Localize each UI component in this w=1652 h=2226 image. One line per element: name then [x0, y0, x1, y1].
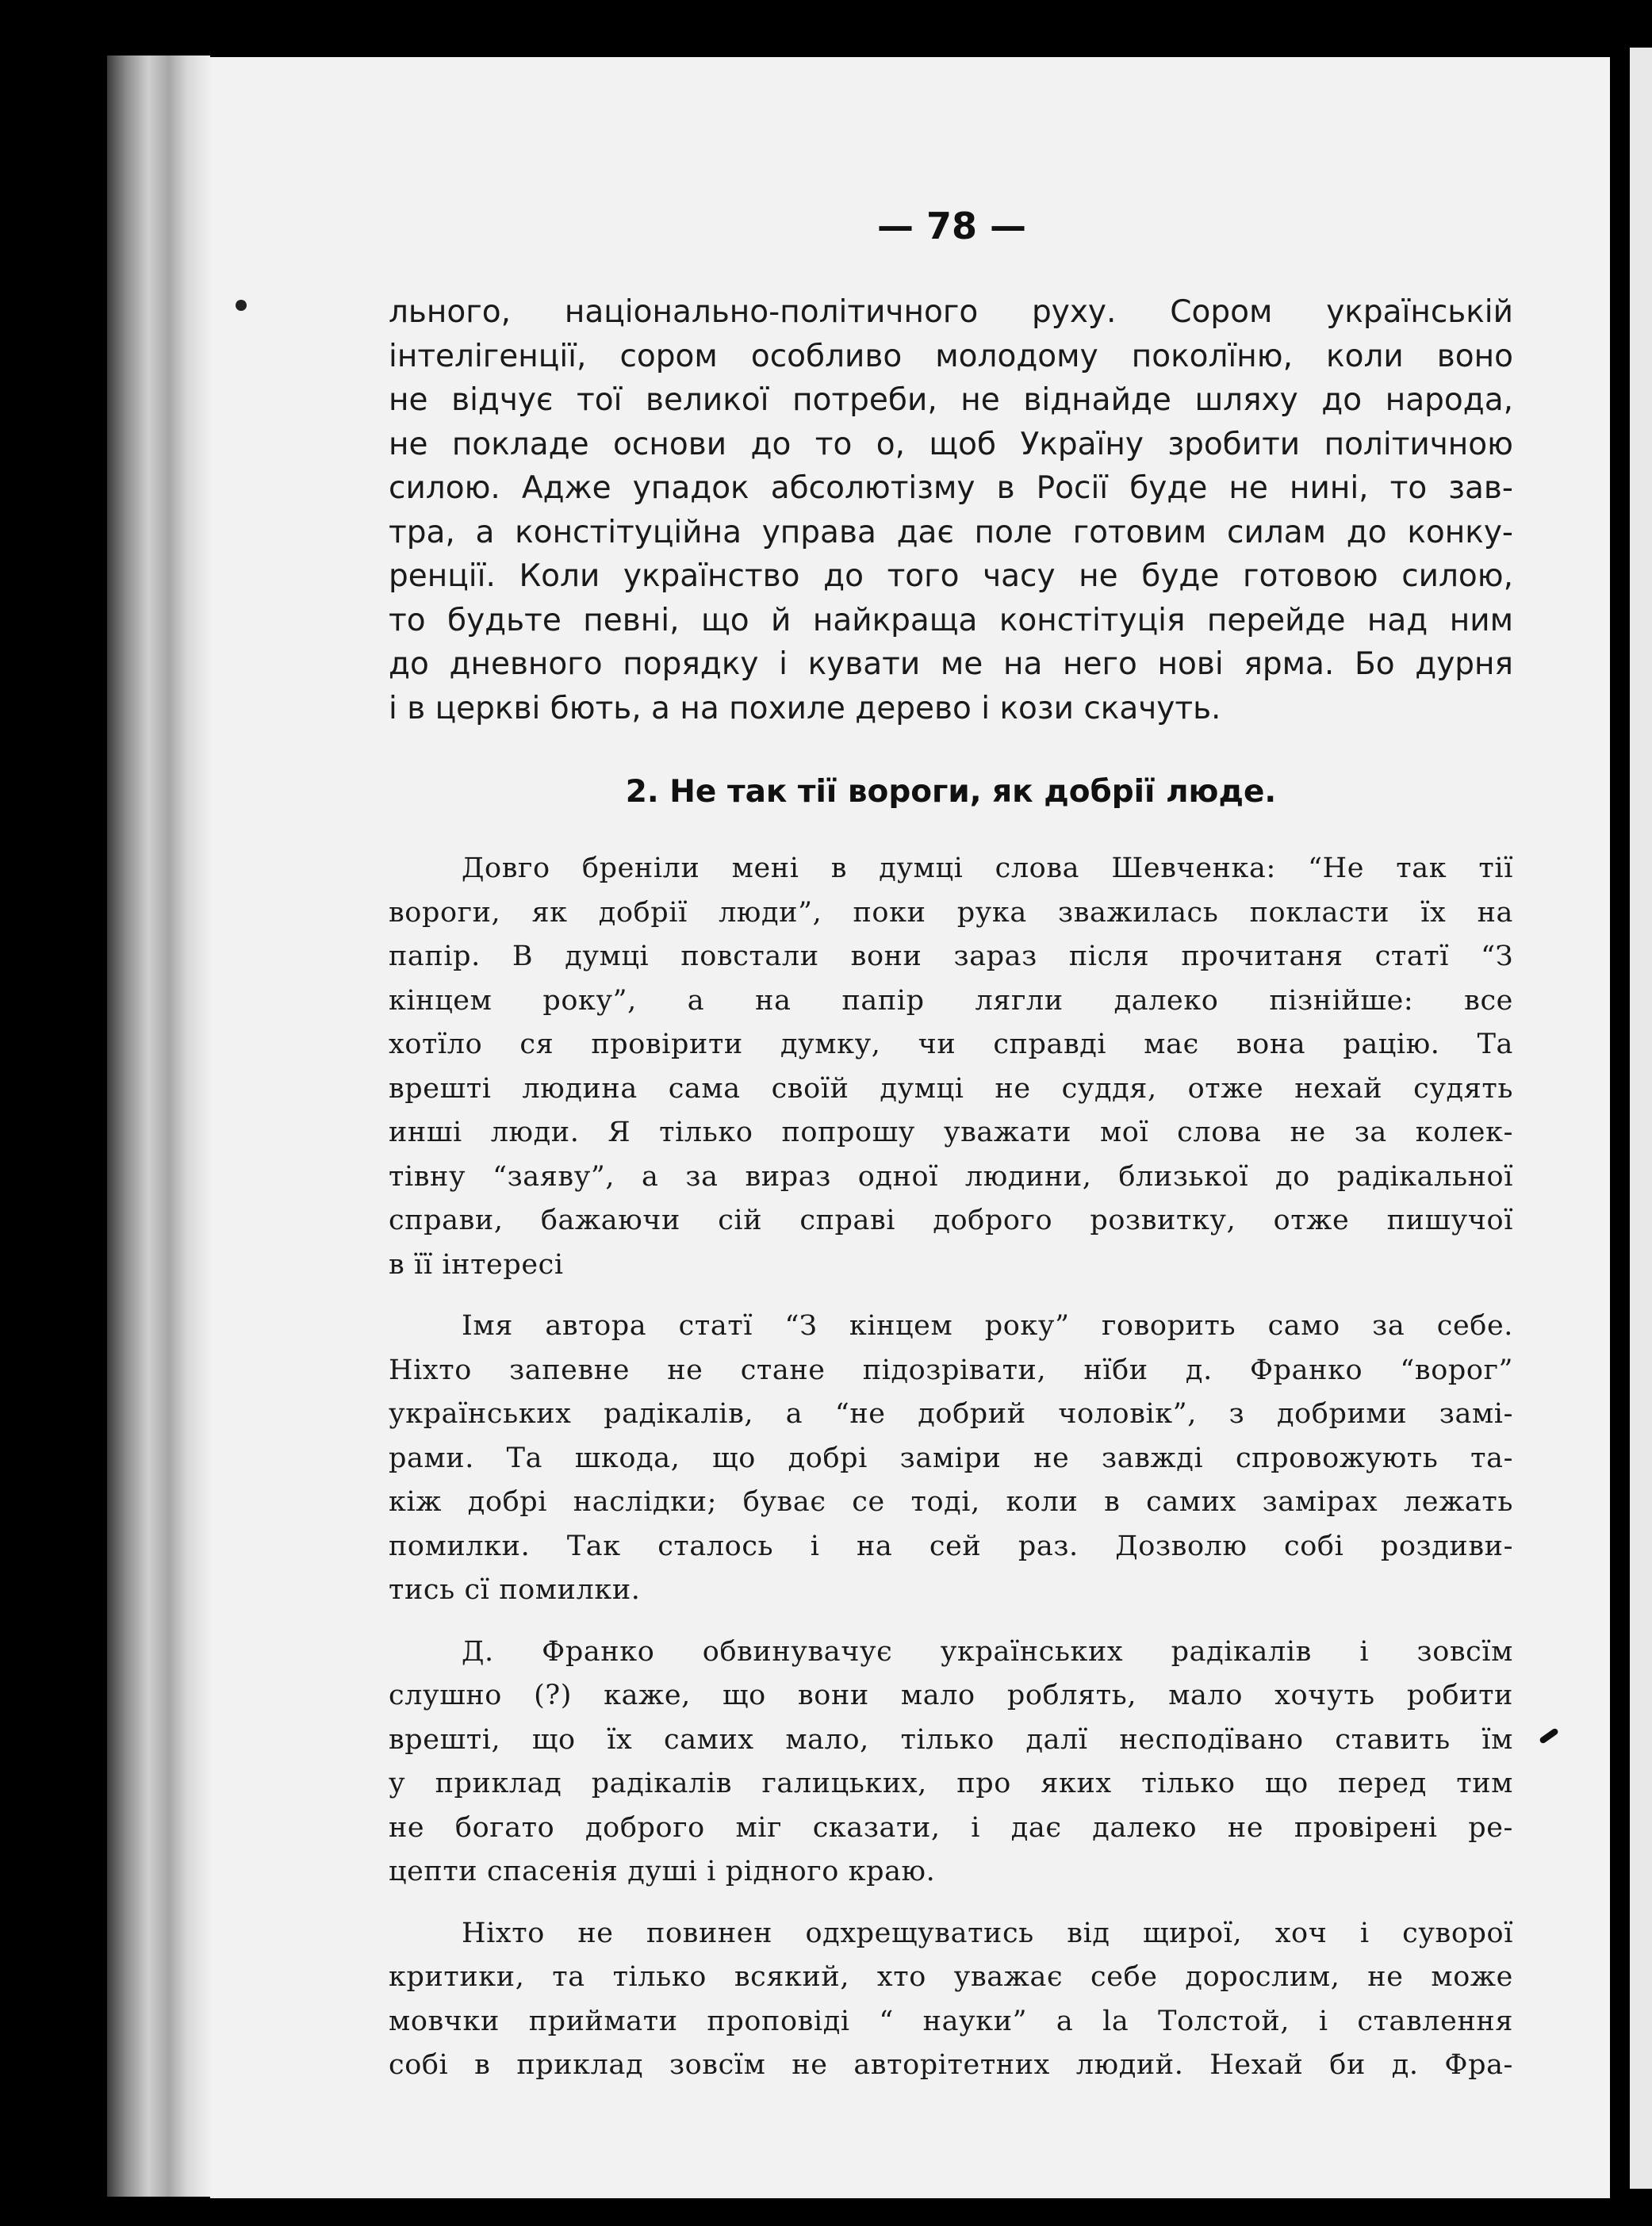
text-line: кіж добрі наслідки; буває се тоді, коли в самих замірах лежать: [389, 1486, 1513, 1518]
continued-paragraph: [389, 290, 1513, 730]
paragraph-2: [389, 1305, 1513, 1613]
text-line: справи, бажаючи сій справі доброго розвитку, отже пишучої: [389, 1205, 1513, 1236]
text-line: вороги, як добрії люди”, поки рука зважилась покласти їх на: [389, 896, 1513, 929]
text-line: українських радікалів, а “не добрий чоловік”, з добрими замі-: [389, 1398, 1513, 1430]
text-line: инші люди. Я тілько попрошу уважати мої слова не за колек-: [389, 1117, 1513, 1148]
text-line: папір. В думці повстали вони зараз після прочитаня статї “З: [389, 941, 1513, 972]
text-line: тра, а констітуційна управа дає поле готовим силам до конку-: [389, 514, 1513, 550]
text-line: інтелігенції, сором особливо молодому поколїню, коли воно: [389, 338, 1513, 374]
text-line: мовчки приймати проповіді “ науки” а la Толстой, і ставлення: [389, 2005, 1513, 2037]
text-line: критики, та тілько всякий, хто уважає себе дорослим, не може: [389, 1961, 1513, 1993]
text-line: до дневного порядку і кувати ме на него нові ярма. Бо дурня: [389, 646, 1513, 682]
text-line: силою. Адже упадок абсолютізму в Росії буде не нині, то зав-: [389, 470, 1513, 506]
text-line: кінцем року”, а на папір лягли далеко пізнійше: все: [389, 984, 1513, 1017]
text-line: у приклад радікалів галицьких, про яких тілько що перед тим: [389, 1768, 1513, 1799]
text-line: рами. Та шкода, що добрі заміри не завжді спровожують та-: [389, 1442, 1513, 1474]
text-line: помилки. Так сталось і на сей раз. Дозволю собі роздиви-: [389, 1530, 1513, 1562]
page-number: — 78 —: [876, 205, 1027, 247]
text-line: цепти спасенія душі і рідного краю.: [389, 1856, 936, 1887]
text-line: Ніхто не повинен одхрещуватись від щирої, хоч і суворої: [462, 1917, 1513, 1949]
text-line: льного, національно-політичного руху. Сором українській: [389, 294, 1513, 330]
text-line: не відчує тої великої потреби, не віднайде шляху до народа,: [389, 382, 1513, 418]
text-line: врешті людина сама своїй думці не суддя, отже нехай судять: [389, 1072, 1513, 1105]
text-line: Довго бреніли мені в думці слова Шевченка: “Не так тії: [462, 852, 1513, 884]
ink-dot-mark: [236, 300, 247, 311]
text-line: тівну “заяву”, а за вираз одної людини, близької до радікальної: [389, 1160, 1513, 1193]
text-line: Ніхто запевне не стане підозрівати, нїби д. Франко “ворог”: [389, 1354, 1513, 1386]
text-line: Д. Франко обвинувачує українських радікалів і зовсїм: [462, 1635, 1513, 1668]
paragraph-spacer: [389, 1895, 1513, 1912]
paragraph-spacer: [389, 1287, 1513, 1305]
text-line: тись сї помилки.: [389, 1574, 641, 1606]
text-line: і в церкві бють, а на похиле дерево і кози скачуть.: [389, 690, 1221, 726]
text-line: не богато доброго міг сказати, і дає далеко не провірені ре-: [389, 1811, 1513, 1844]
text-line: собі в приклад зовсїм не авторітетних людий. Нехай би д. Фра-: [389, 2049, 1513, 2081]
text-line: ренції. Коли українство до того часу не буде готовою силою,: [389, 558, 1513, 594]
text-line: Імя автора статї “З кінцем року” говорить само за себе.: [462, 1310, 1513, 1342]
paragraph-1: [389, 847, 1513, 1287]
next-page-edge: [1630, 48, 1652, 2189]
article-body: [389, 847, 1513, 2088]
text-line: хотїло ся провірити думку, чи справді має вона рацію. Та: [389, 1029, 1513, 1060]
paragraph-4: [389, 1912, 1513, 2088]
paragraph-3: [389, 1630, 1513, 1895]
book-spine-edge: [107, 56, 210, 2197]
paragraph-spacer: [389, 1613, 1513, 1630]
text-line: то будьте певні, що й найкраща констітуція перейде над ним: [389, 602, 1513, 638]
text-line: не покладе основи до то о, щоб Україну зробити політичною: [389, 426, 1513, 462]
section-heading: 2. Не так тії вороги, як добрії люде.: [625, 774, 1277, 810]
text-line: врешті, що їх самих мало, тілько далї несподївано ставить їм: [389, 1723, 1513, 1756]
text-line: слушно (?) каже, що вони мало роблять, мало хочуть робити: [389, 1680, 1513, 1711]
text-line: в її інтересі: [389, 1248, 564, 1281]
